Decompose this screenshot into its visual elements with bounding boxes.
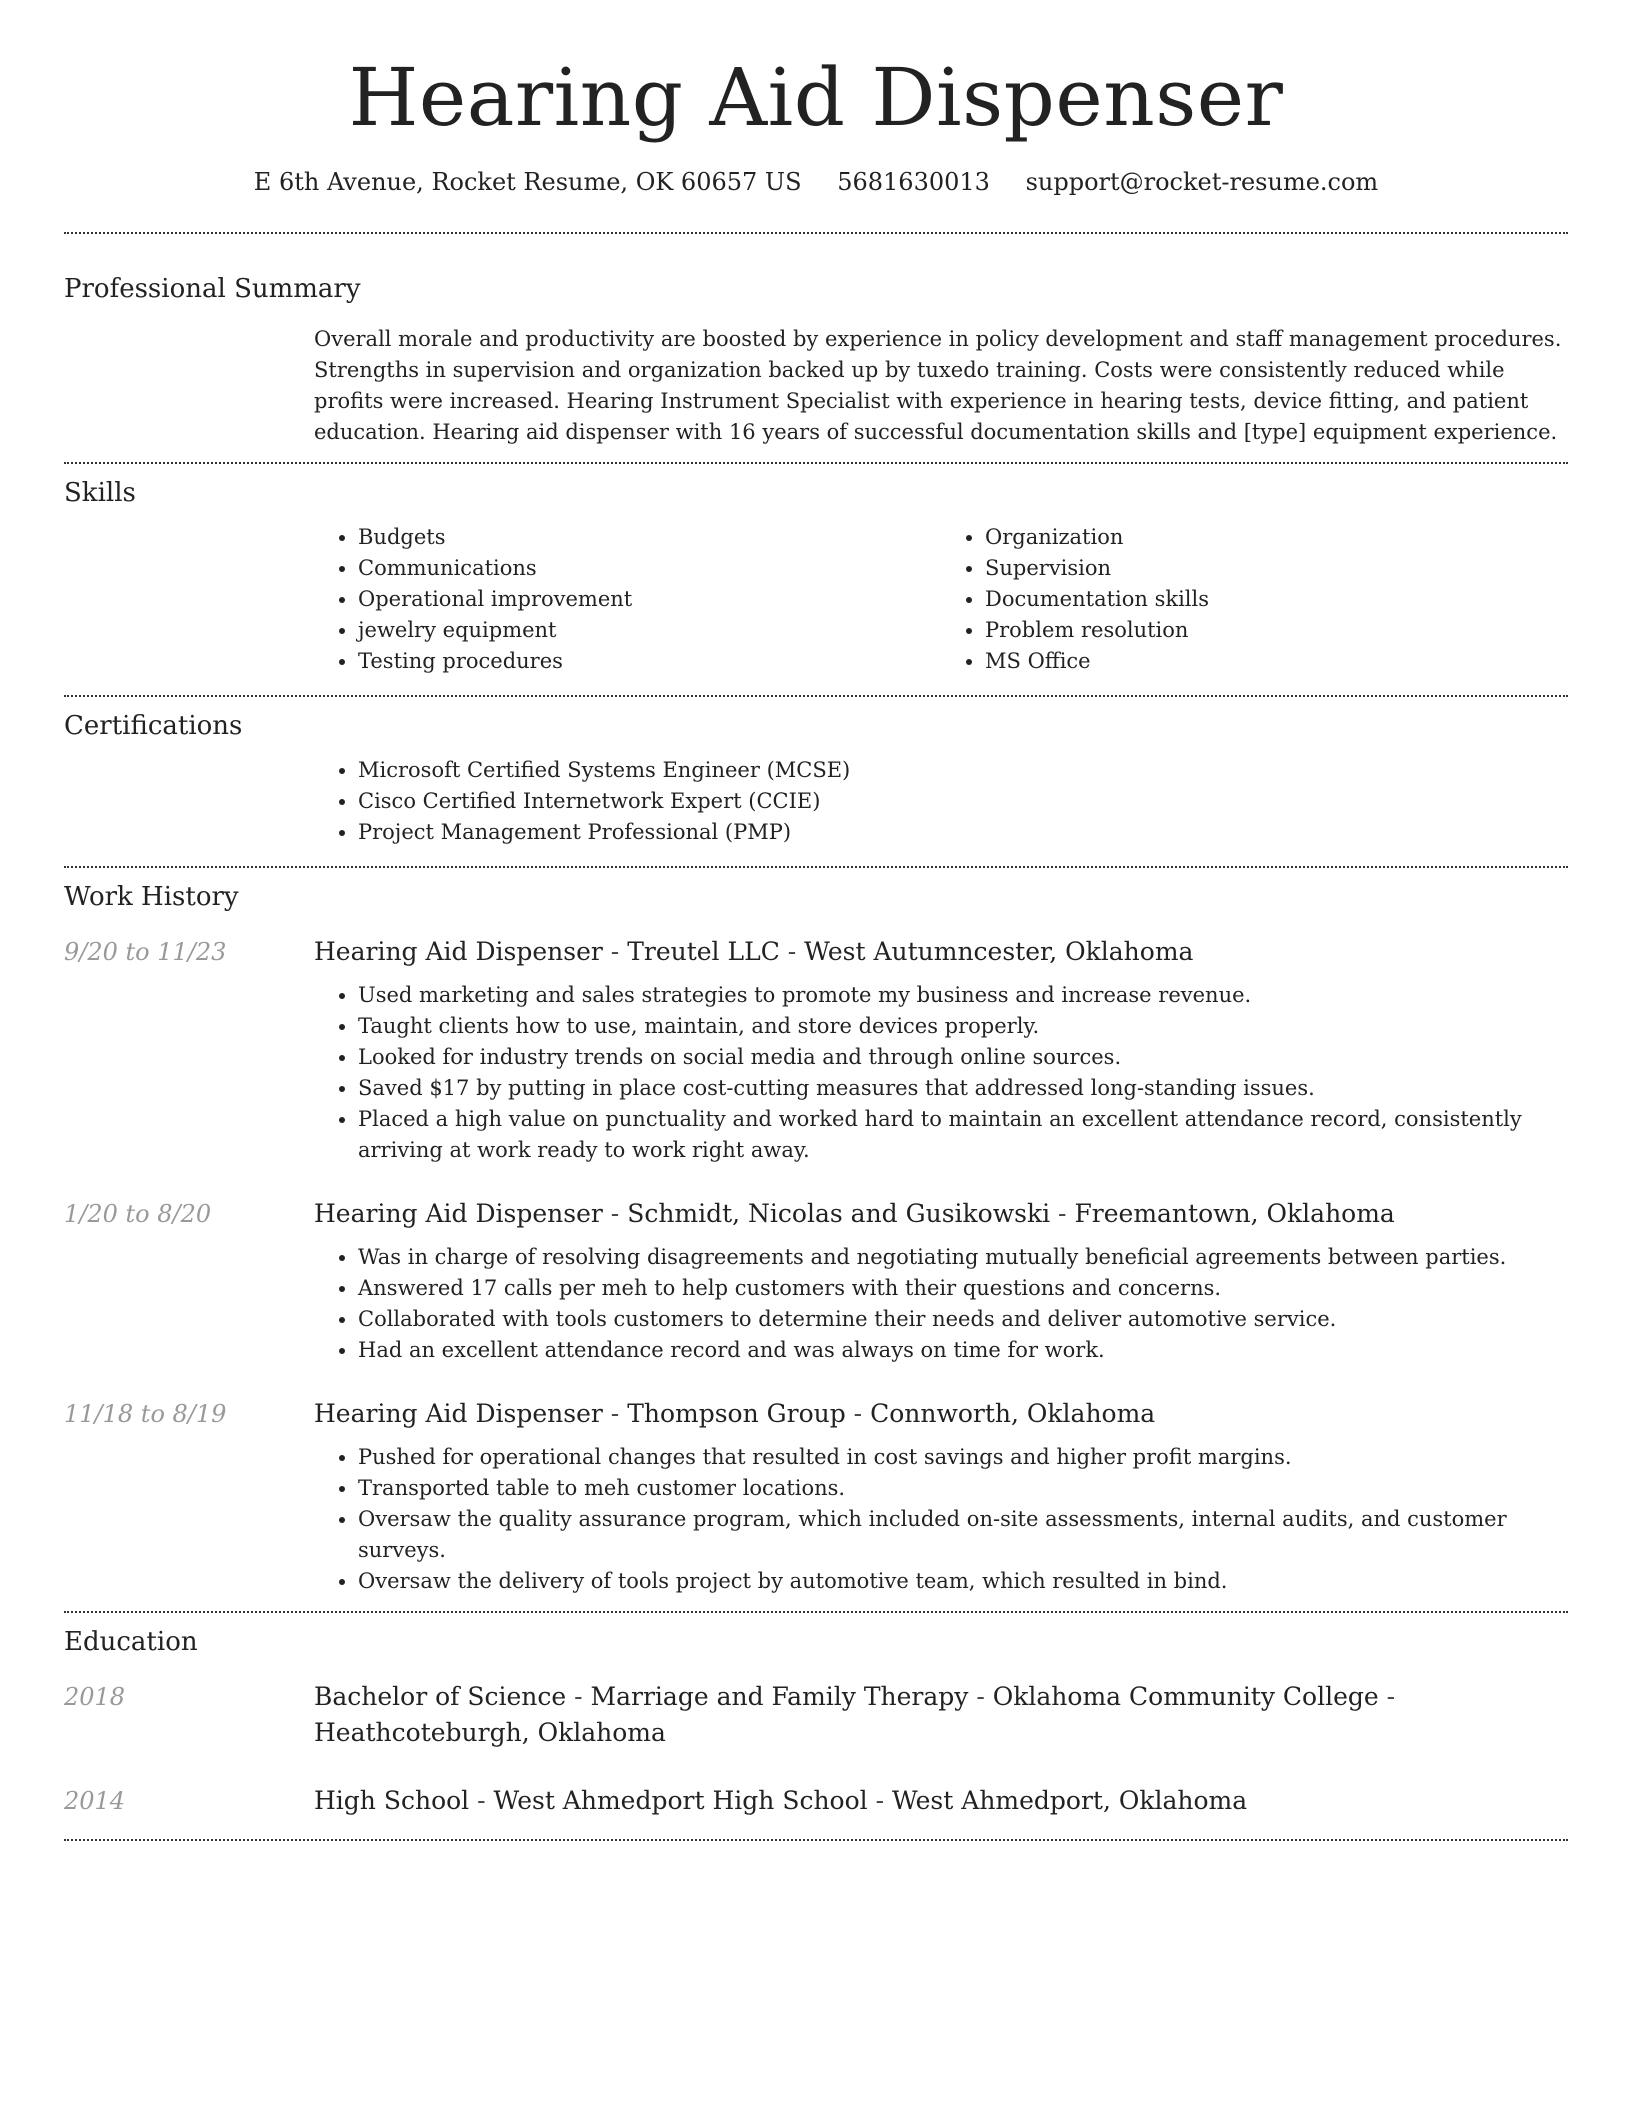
job-bullet: • Collaborated with tools customers to determine their needs and deliver automotive service.	[358, 1304, 1568, 1335]
job-header: Hearing Aid Dispenser - Schmidt, Nicolas and Gusikowski - Freemantown, Oklahoma	[314, 1199, 1395, 1228]
education-field: Marriage and Family Therapy	[590, 1682, 969, 1711]
certification-item: • Cisco Certified Internetwork Expert (CCIE)	[358, 786, 1568, 817]
certification-item: • Microsoft Certified Systems Engineer (MCSE)	[358, 755, 1568, 786]
education-location: Heathcoteburgh, Oklahoma	[314, 1718, 666, 1747]
job-company: Thompson Group	[627, 1399, 846, 1428]
education-degree: High School	[314, 1786, 470, 1815]
job-body	[314, 934, 1568, 1166]
job-title: Hearing Aid Dispenser	[314, 1199, 603, 1228]
education-entry	[64, 1783, 1568, 1819]
job-location: West Autumncester, Oklahoma	[804, 937, 1194, 966]
education-year: 2014	[64, 1787, 126, 1815]
skill-item: • Problem resolution	[985, 615, 1568, 646]
job-body	[314, 1196, 1568, 1366]
job-bullets	[314, 980, 1568, 1166]
education-location: West Ahmedport, Oklahoma	[891, 1786, 1248, 1815]
skill-item: • Communications	[358, 553, 941, 584]
skill-item: • jewelry equipment	[358, 615, 941, 646]
job-dates: 9/20 to 11/23	[64, 938, 227, 966]
job-company: Schmidt, Nicolas and Gusikowski	[627, 1199, 1051, 1228]
job-company: Treutel LLC	[627, 937, 780, 966]
job-bullet: • Oversaw the quality assurance program, which included on-site assessments, internal audits, and customer surveys.	[358, 1504, 1568, 1566]
job-location: Connworth, Oklahoma	[870, 1399, 1156, 1428]
section-divider	[64, 1839, 1568, 1841]
certifications-heading: Certifications	[64, 711, 243, 741]
work-history-section	[64, 868, 1568, 1597]
contact-email: support@rocket-resume.com	[1025, 168, 1379, 196]
education-details: Bachelor of Science - Marriage and Family Therapy - Oklahoma Community College - Heathcoteburgh, Oklahoma	[314, 1682, 1396, 1747]
education-section	[64, 1613, 1568, 1819]
job-header: Hearing Aid Dispenser - Treutel LLC - West Autumncester, Oklahoma	[314, 937, 1194, 966]
job-title: Hearing Aid Dispenser	[314, 1399, 603, 1428]
job-location: Freemantown, Oklahoma	[1074, 1199, 1395, 1228]
education-school: West Ahmedport High School	[493, 1786, 868, 1815]
skills-heading: Skills	[64, 478, 136, 508]
job-bullet: • Transported table to meh customer locations.	[358, 1473, 1568, 1504]
job-bullet: • Answered 17 calls per meh to help customers with their questions and concerns.	[358, 1273, 1568, 1304]
job-title: Hearing Aid Dispenser	[314, 937, 603, 966]
job-dates: 1/20 to 8/20	[64, 1200, 212, 1228]
candidate-name: Hearing Aid Dispenser	[348, 51, 1284, 144]
contact-phone: 5681630013	[837, 168, 990, 196]
job-bullets	[314, 1442, 1568, 1597]
skills-list-right	[941, 522, 1568, 677]
work-history-heading: Work History	[64, 882, 239, 912]
job-entry	[64, 1196, 1568, 1366]
job-header: Hearing Aid Dispenser - Thompson Group - Connworth, Oklahoma	[314, 1399, 1156, 1428]
job-bullet: • Saved $17 by putting in place cost-cutting measures that addressed long-standing issues.	[358, 1073, 1568, 1104]
skill-item: • Organization	[985, 522, 1568, 553]
skill-item: • Operational improvement	[358, 584, 941, 615]
summary-heading: Professional Summary	[64, 274, 361, 304]
skill-item: • Documentation skills	[985, 584, 1568, 615]
summary-text: Overall morale and productivity are boosted by experience in policy development and staff management procedures. Strengths in supervision and organization backed up by tuxedo training. Costs were consistently reduced while profits were increased. Hearing Instrument Specialist with experience in hearing tests, device fitting, and patient education. Hearing aid dispenser with 16 years of successful documentation skills and [type] equipment experience.	[314, 327, 1562, 444]
job-bullet: • Oversaw the delivery of tools project by automotive team, which resulted in bind.	[358, 1566, 1568, 1597]
job-bullet: • Was in charge of resolving disagreements and negotiating mutually beneficial agreements between parties.	[358, 1242, 1568, 1273]
job-bullets	[314, 1242, 1568, 1366]
skill-item: • MS Office	[985, 646, 1568, 677]
job-bullet: • Placed a high value on punctuality and worked hard to maintain an excellent attendance record, consistently arriving at work ready to work right away.	[358, 1104, 1568, 1166]
job-body	[314, 1396, 1568, 1597]
skills-grid	[314, 522, 1568, 677]
job-entry	[64, 934, 1568, 1166]
contact-address: E 6th Avenue, Rocket Resume, OK 60657 US	[253, 168, 802, 196]
education-details: High School - West Ahmedport High School - West Ahmedport, Oklahoma	[314, 1786, 1248, 1815]
contact-line	[64, 168, 1568, 196]
education-heading: Education	[64, 1627, 198, 1657]
job-bullet: • Used marketing and sales strategies to promote my business and increase revenue.	[358, 980, 1568, 1011]
skills-list-left	[314, 522, 941, 677]
certifications-section	[64, 697, 1568, 848]
education-entry	[64, 1679, 1568, 1751]
job-entry	[64, 1396, 1568, 1597]
certification-item: • Project Management Professional (PMP)	[358, 817, 1568, 848]
job-bullet: • Taught clients how to use, maintain, and store devices properly.	[358, 1011, 1568, 1042]
certifications-list	[314, 755, 1568, 848]
job-bullet: • Pushed for operational changes that resulted in cost savings and higher profit margins.	[358, 1442, 1568, 1473]
summary-section	[64, 234, 1568, 448]
certifications-content	[314, 755, 1568, 848]
job-dates: 11/18 to 8/19	[64, 1400, 227, 1428]
skill-item: • Supervision	[985, 553, 1568, 584]
education-school: Oklahoma Community College	[992, 1682, 1379, 1711]
skills-section	[64, 464, 1568, 677]
education-degree: Bachelor of Science	[314, 1682, 567, 1711]
skill-item: • Budgets	[358, 522, 941, 553]
job-bullet: • Had an excellent attendance record and was always on time for work.	[358, 1335, 1568, 1366]
education-year: 2018	[64, 1683, 126, 1711]
skill-item: • Testing procedures	[358, 646, 941, 677]
job-bullet: • Looked for industry trends on social media and through online sources.	[358, 1042, 1568, 1073]
